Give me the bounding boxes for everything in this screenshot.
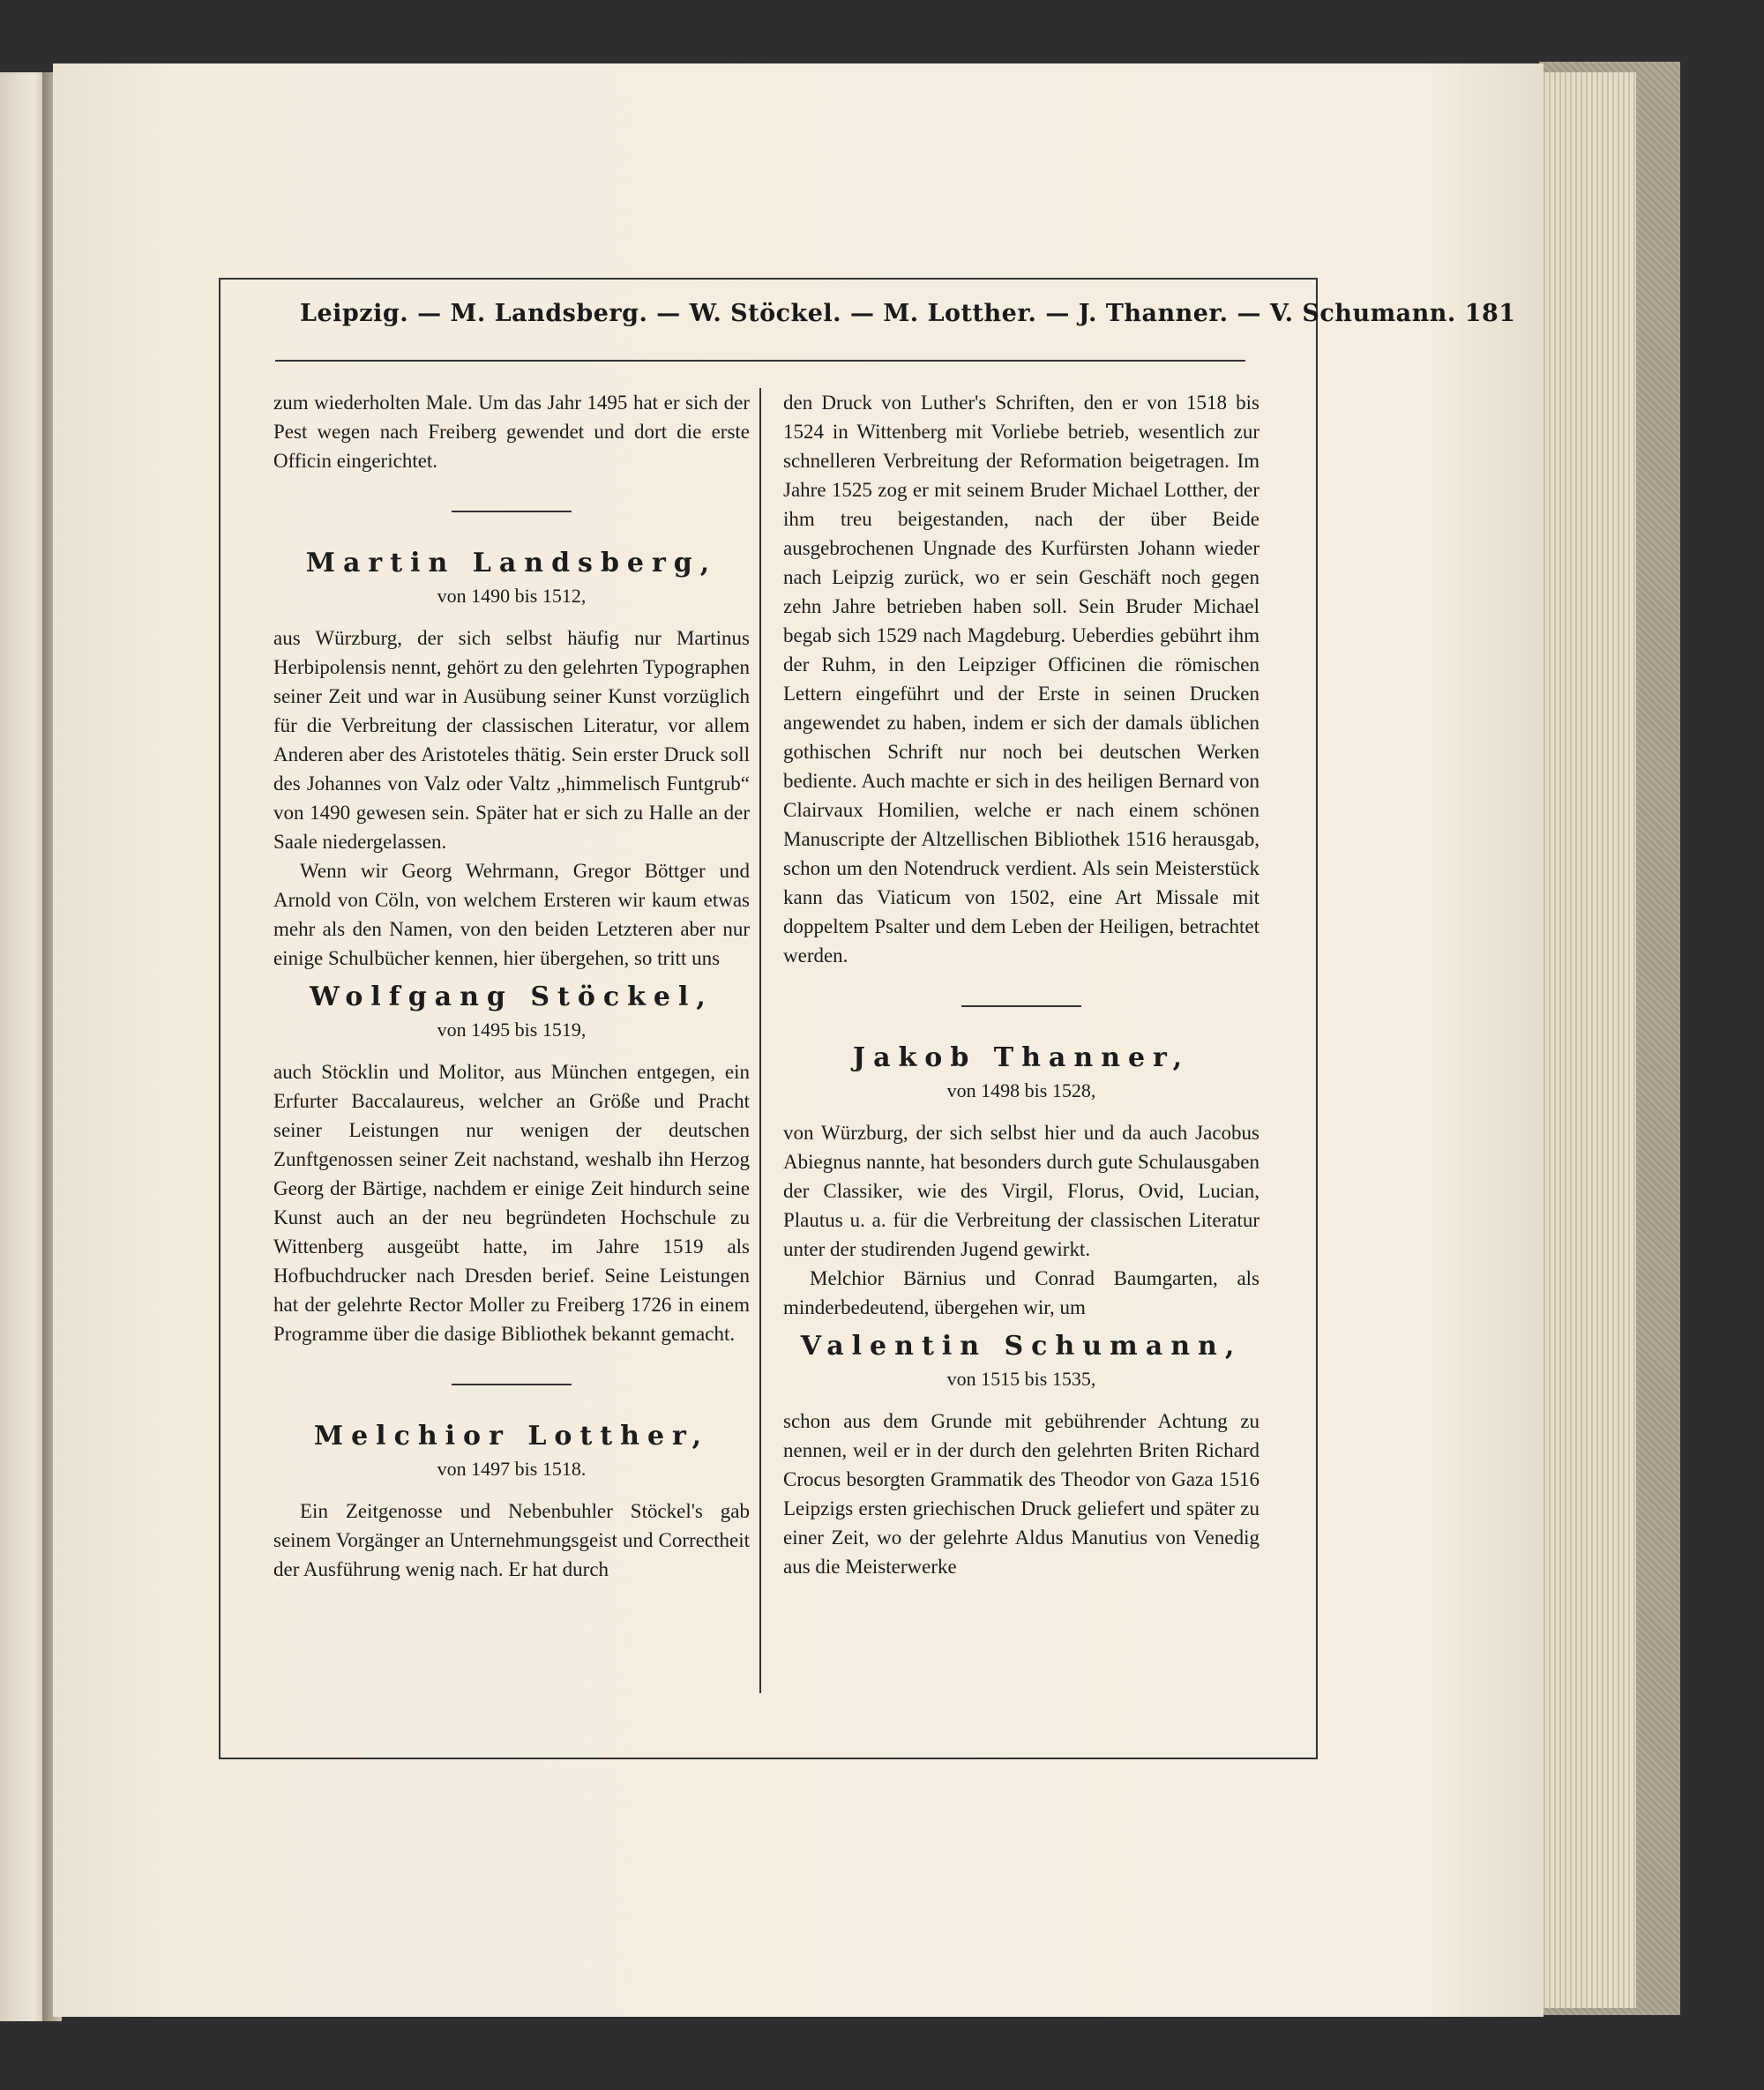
heading-thanner: Jakob Thanner, [852,1042,1191,1073]
column-rule [759,388,761,1693]
heading-stoeckel: Wolfgang Stöckel, [310,982,714,1012]
left-column [273,388,750,1584]
section-separator [452,1384,572,1385]
paragraph-schumann: schon aus dem Grunde mit gebührender Achtung zu nennen, weil er in der durch den gelehrten Briten Richard Crocus besorgten Grammatik des Theodor von Gaza 1516 Leipzigs ersten griechischen Druck geliefert und später zu einer Zeit, wo der gelehrte Aldus Manutius von Venedig aus die Meisterwerke [783,1410,1259,1578]
paragraph-continuation: zum wiederholten Male. Um das Jahr 1495 hat er sich der Pest wegen nach Freiberg gewendet und dort die erste Officin eingerichtet. [273,392,750,472]
paragraph-lotther-continued: den Druck von Luther's Schriften, den er von 1518 bis 1524 in Wittenberg mit Vorliebe betrieb, wesentlich zur schnelleren Verbreitung der Reformation beigetragen. Im Jahre 1525 zog er mit seinem Bruder Michael Lotther, der ihm treu beigestanden, nach der über Beide ausgebrochenen Ungnade des Kurfürsten Johann wieder nach Leipzig zurück, wo er sein Geschäft noch gegen zehn Jahre betrieben haben soll. Sein Bruder Michael begab sich 1529 nach Magdeburg. Ueberdies gebührt ihm der Ruhm, in den Leipziger Officinen die römischen Lettern eingeführt und der Erste in seinen Drucken angewendet zu haben, indem er sich der damals üblichen gothischen Schrift nur noch bei deutschen Werken bediente. Auch machte er sich in des heiligen Bernard von Clairvaux Homilien, welche er nach einem schönen Manuscripte der Altzellischen Bibliothek 1516 herausgab, schon um den Notendruck verdient. Als sein Meisterstück kann das Viaticum von 1502, eine Art Missale mit doppeltem Psalter und dem Leben der Heiligen, betrachtet werden. [783,392,1259,967]
heading-schumann: Valentin Schumann, [800,1331,1243,1362]
paragraph-thanner: von Würzburg, der sich selbst hier und da auch Jacobus Abiegnus nannte, hat besonders durch gute Schulausgaben der Classiker, wie des Virgil, Florus, Ovid, Lucian, Plautus u. a. für die Verbreitung der classischen Literatur unter der studirenden Jugend gewirkt. [783,1122,1259,1260]
dates-lotther: von 1497 bis 1518. [437,1458,587,1480]
paragraph-lotther: Ein Zeitgenosse und Nebenbuhler Stöckel's gab seinem Vorgänger an Unternehmungsgeist und Correctheit der Ausführung wenig nach. Er hat durch [273,1500,750,1580]
heading-lotther: Melchior Lotther, [313,1421,710,1452]
paragraph-transition: Wenn wir Georg Wehrmann, Gregor Böttger und Arnold von Cöln, von welchem Ersteren wir kaum etwas mehr als den Namen, von den beiden Letzteren aber nur einige Schulbücher kennen, hier übergehen, so tritt uns [273,860,750,969]
right-column [783,388,1259,1581]
heading-landsberg: Martin Landsberg, [305,548,718,578]
running-head: Leipzig. — M. Landsberg. — W. Stöckel. — M. Lotther. — J. Thanner. — V. Schumann. 181 [300,300,1516,327]
paragraph-transition-right: Melchior Bärnius und Conrad Baumgarten, als minderbedeutend, übergehen wir, um [783,1267,1259,1318]
paragraph-landsberg: aus Würzburg, der sich selbst häufig nur Martinus Herbipolensis nennt, gehört zu den gelehrten Typographen seiner Zeit und war in Ausübung seiner Kunst vorzüglich für die Verbreitung der classischen Literatur, vor allem Anderen aber des Aristoteles thätig. Sein erster Druck soll des Johannes von Valz oder Valtz „himmelisch Funtgrub“ von 1490 gewesen sein. Später hat er sich zu Halle an der Saale niedergelassen. [273,627,750,853]
dates-schumann: von 1515 bis 1535, [946,1368,1096,1390]
dates-stoeckel: von 1495 bis 1519, [437,1019,587,1041]
section-separator [452,511,572,512]
section-separator [961,1005,1081,1007]
header-rule [275,360,1245,362]
page-edges [1535,72,1636,2008]
dates-landsberg: von 1490 bis 1512, [437,585,587,607]
paragraph-stoeckel: auch Stöcklin und Molitor, aus München entgegen, ein Erfurter Baccalaureus, welcher an Größe und Pracht seiner Leistungen nur wenigen der deutschen Zunftgenossen seiner Zeit nachstand, weshalb ihn Herzog Georg der Bärtige, nachdem er einige Zeit hindurch seine Kunst auch an der neu begründeten Hochschule zu Wittenberg ausgeübt hatte, im Jahre 1519 als Hofbuchdrucker nach Dresden berief. Seine Leistungen hat der gelehrte Rector Moller zu Freiberg 1726 in einem Programme über die dasige Bibliothek bekannt gemacht. [273,1061,750,1345]
dates-thanner: von 1498 bis 1528, [946,1079,1096,1101]
facing-page-edge [0,72,49,2021]
